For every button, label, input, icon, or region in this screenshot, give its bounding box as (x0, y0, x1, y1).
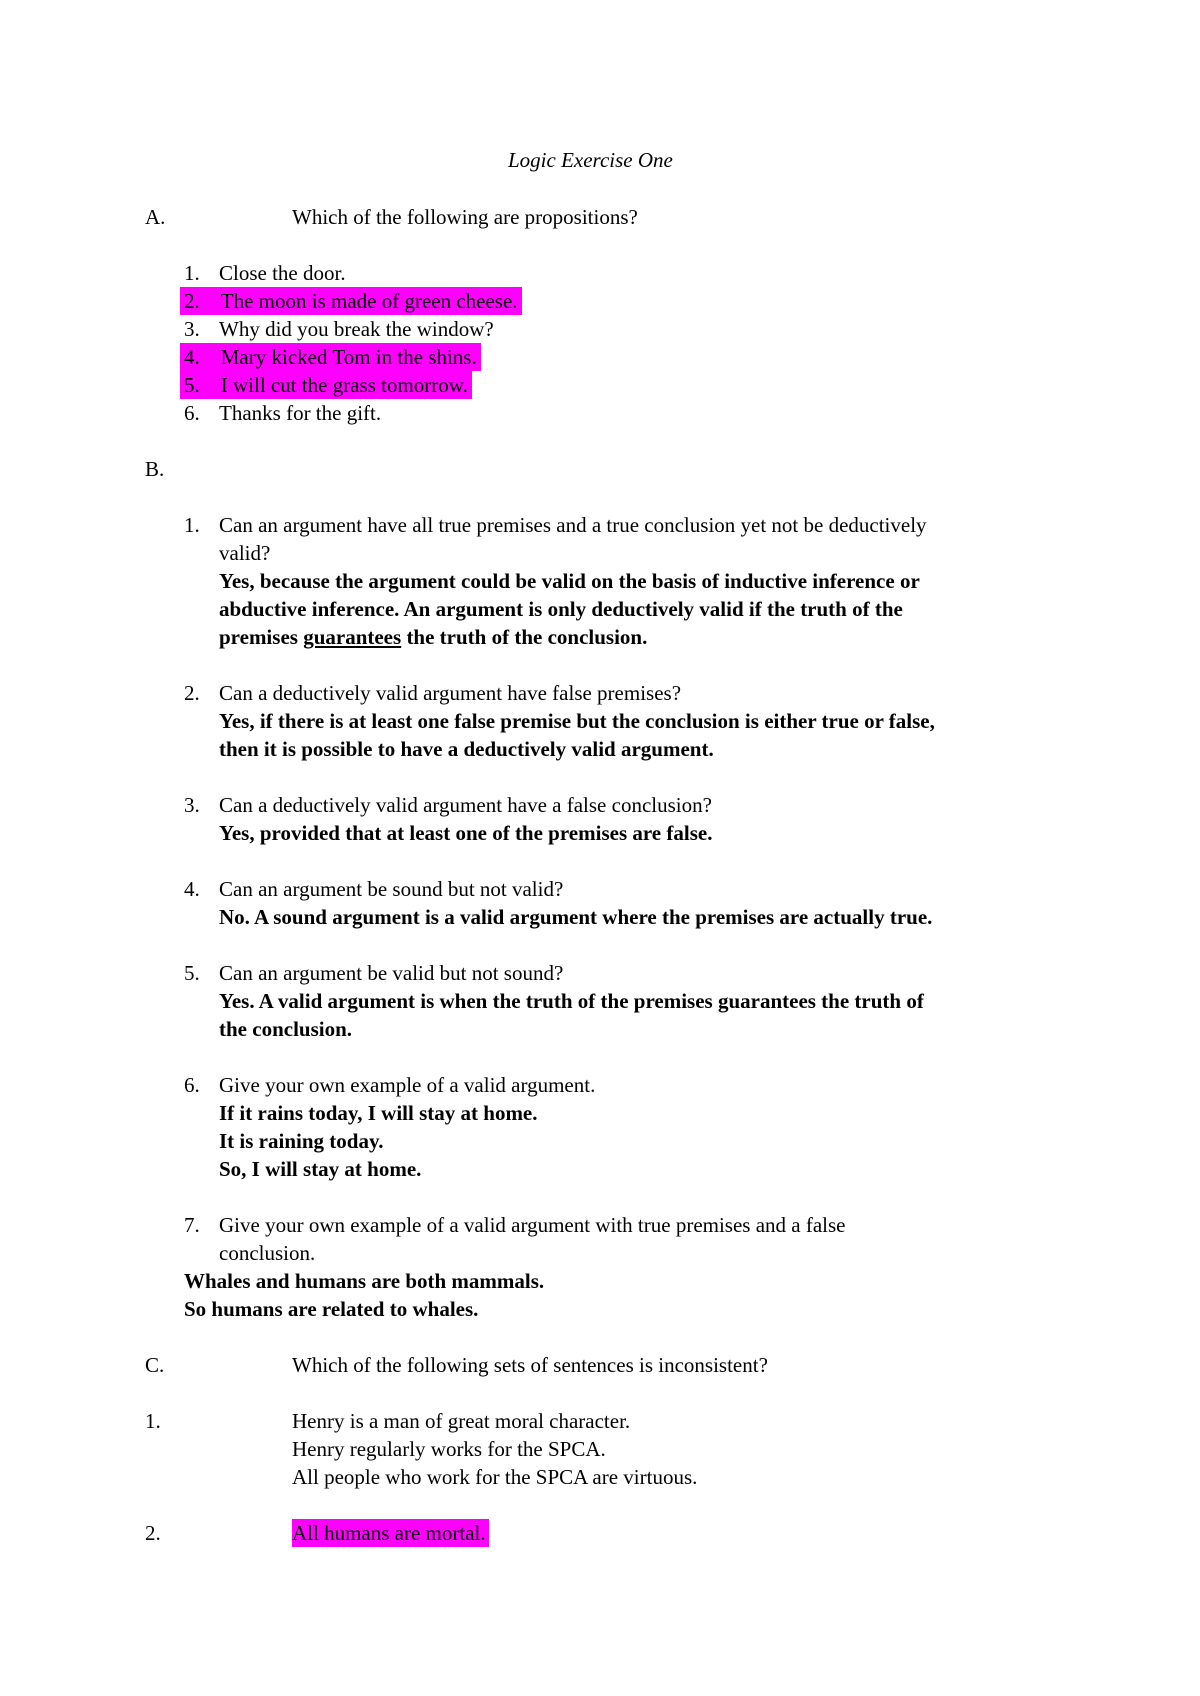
c-set-1-number: 1. (145, 1409, 161, 1433)
c-set-2-line1-highlighted: All humans are mortal. (292, 1519, 489, 1547)
b-q2-answer-line1: Yes, if there is at least one false premise but the conclusion is either true or false, (219, 709, 935, 733)
a-item-2-number: 2. (184, 289, 200, 313)
b-q1-answer-line1: Yes, because the argument could be valid on the basis of inductive inference or (219, 569, 920, 593)
b-q5-answer-line2: the conclusion. (219, 1017, 353, 1041)
b-q7-answer-line1: Whales and humans are both mammals. (184, 1269, 545, 1293)
b-q1-answer-text-end: the truth of the conclusion. (401, 625, 648, 649)
b-q2-answer-line2: then it is possible to have a deductively valid argument. (219, 737, 714, 761)
a-item-5 (180, 371, 472, 399)
section-a-label: A. (145, 205, 166, 229)
b-q6-answer-line2: It is raining today. (219, 1129, 384, 1153)
section-a-prompt: Which of the following are propositions? (292, 205, 638, 229)
b-q2-question: Can a deductively valid argument have false premises? (219, 681, 682, 705)
b-q6-question: Give your own example of a valid argument. (219, 1073, 596, 1097)
b-q1-answer-text: premises (219, 625, 304, 649)
b-q6-number: 6. (184, 1073, 200, 1097)
b-q7-number: 7. (184, 1213, 200, 1237)
b-q4-answer: No. A sound argument is a valid argument where the premises are actually true. (219, 905, 933, 929)
b-q6-answer-line3: So, I will stay at home. (219, 1157, 422, 1181)
c-set-1-line3: All people who work for the SPCA are virtuous. (292, 1465, 698, 1489)
c-set-1-line2: Henry regularly works for the SPCA. (292, 1437, 606, 1461)
section-c-label: C. (145, 1353, 165, 1377)
a-item-2 (180, 287, 522, 315)
a-item-3-text: Why did you break the window? (219, 317, 494, 341)
a-item-1-number: 1. (184, 261, 200, 285)
b-q3-number: 3. (184, 793, 200, 817)
b-q1-question-line1: Can an argument have all true premises and a true conclusion yet not be deductively (219, 513, 927, 537)
b-q2-number: 2. (184, 681, 200, 705)
b-q3-question: Can a deductively valid argument have a false conclusion? (219, 793, 712, 817)
a-item-1-text: Close the door. (219, 261, 346, 285)
b-q4-question: Can an argument be sound but not valid? (219, 877, 564, 901)
c-set-1-line1: Henry is a man of great moral character. (292, 1409, 631, 1433)
b-q4-number: 4. (184, 877, 200, 901)
a-item-6-text: Thanks for the gift. (219, 401, 382, 425)
b-q6-answer-line1: If it rains today, I will stay at home. (219, 1101, 538, 1125)
b-q7-question-line1: Give your own example of a valid argument with true premises and a false (219, 1213, 846, 1237)
b-q1-number: 1. (184, 513, 200, 537)
b-q3-answer: Yes, provided that at least one of the premises are false. (219, 821, 713, 845)
section-c-prompt: Which of the following sets of sentences is inconsistent? (292, 1353, 768, 1377)
c-set-2-number: 2. (145, 1521, 161, 1545)
b-q5-answer-line1: Yes. A valid argument is when the truth of the premises guarantees the truth of (219, 989, 924, 1013)
b-q1-underlined-word: guarantees (303, 625, 402, 649)
b-q1-answer-line2: abductive inference. An argument is only deductively valid if the truth of the (219, 597, 903, 621)
a-item-4 (180, 343, 481, 371)
a-item-5-number: 5. (184, 373, 200, 397)
a-item-6-number: 6. (184, 401, 200, 425)
page-title: Logic Exercise One (508, 148, 673, 172)
b-q7-answer-line2: So humans are related to whales. (184, 1297, 479, 1321)
b-q5-question: Can an argument be valid but not sound? (219, 961, 564, 985)
a-item-4-number: 4. (184, 345, 200, 369)
b-q1-question-line2: valid? (219, 541, 271, 565)
a-item-4-text: Mary kicked Tom in the shins. (220, 345, 477, 369)
a-item-3-number: 3. (184, 317, 200, 341)
b-q5-number: 5. (184, 961, 200, 985)
b-q7-question-line2: conclusion. (219, 1241, 316, 1265)
section-b-label: B. (145, 457, 165, 481)
a-item-5-text: I will cut the grass tomorrow. (220, 373, 468, 397)
a-item-2-text: The moon is made of green cheese. (220, 289, 518, 313)
b-q1-answer-line3 (219, 623, 647, 651)
